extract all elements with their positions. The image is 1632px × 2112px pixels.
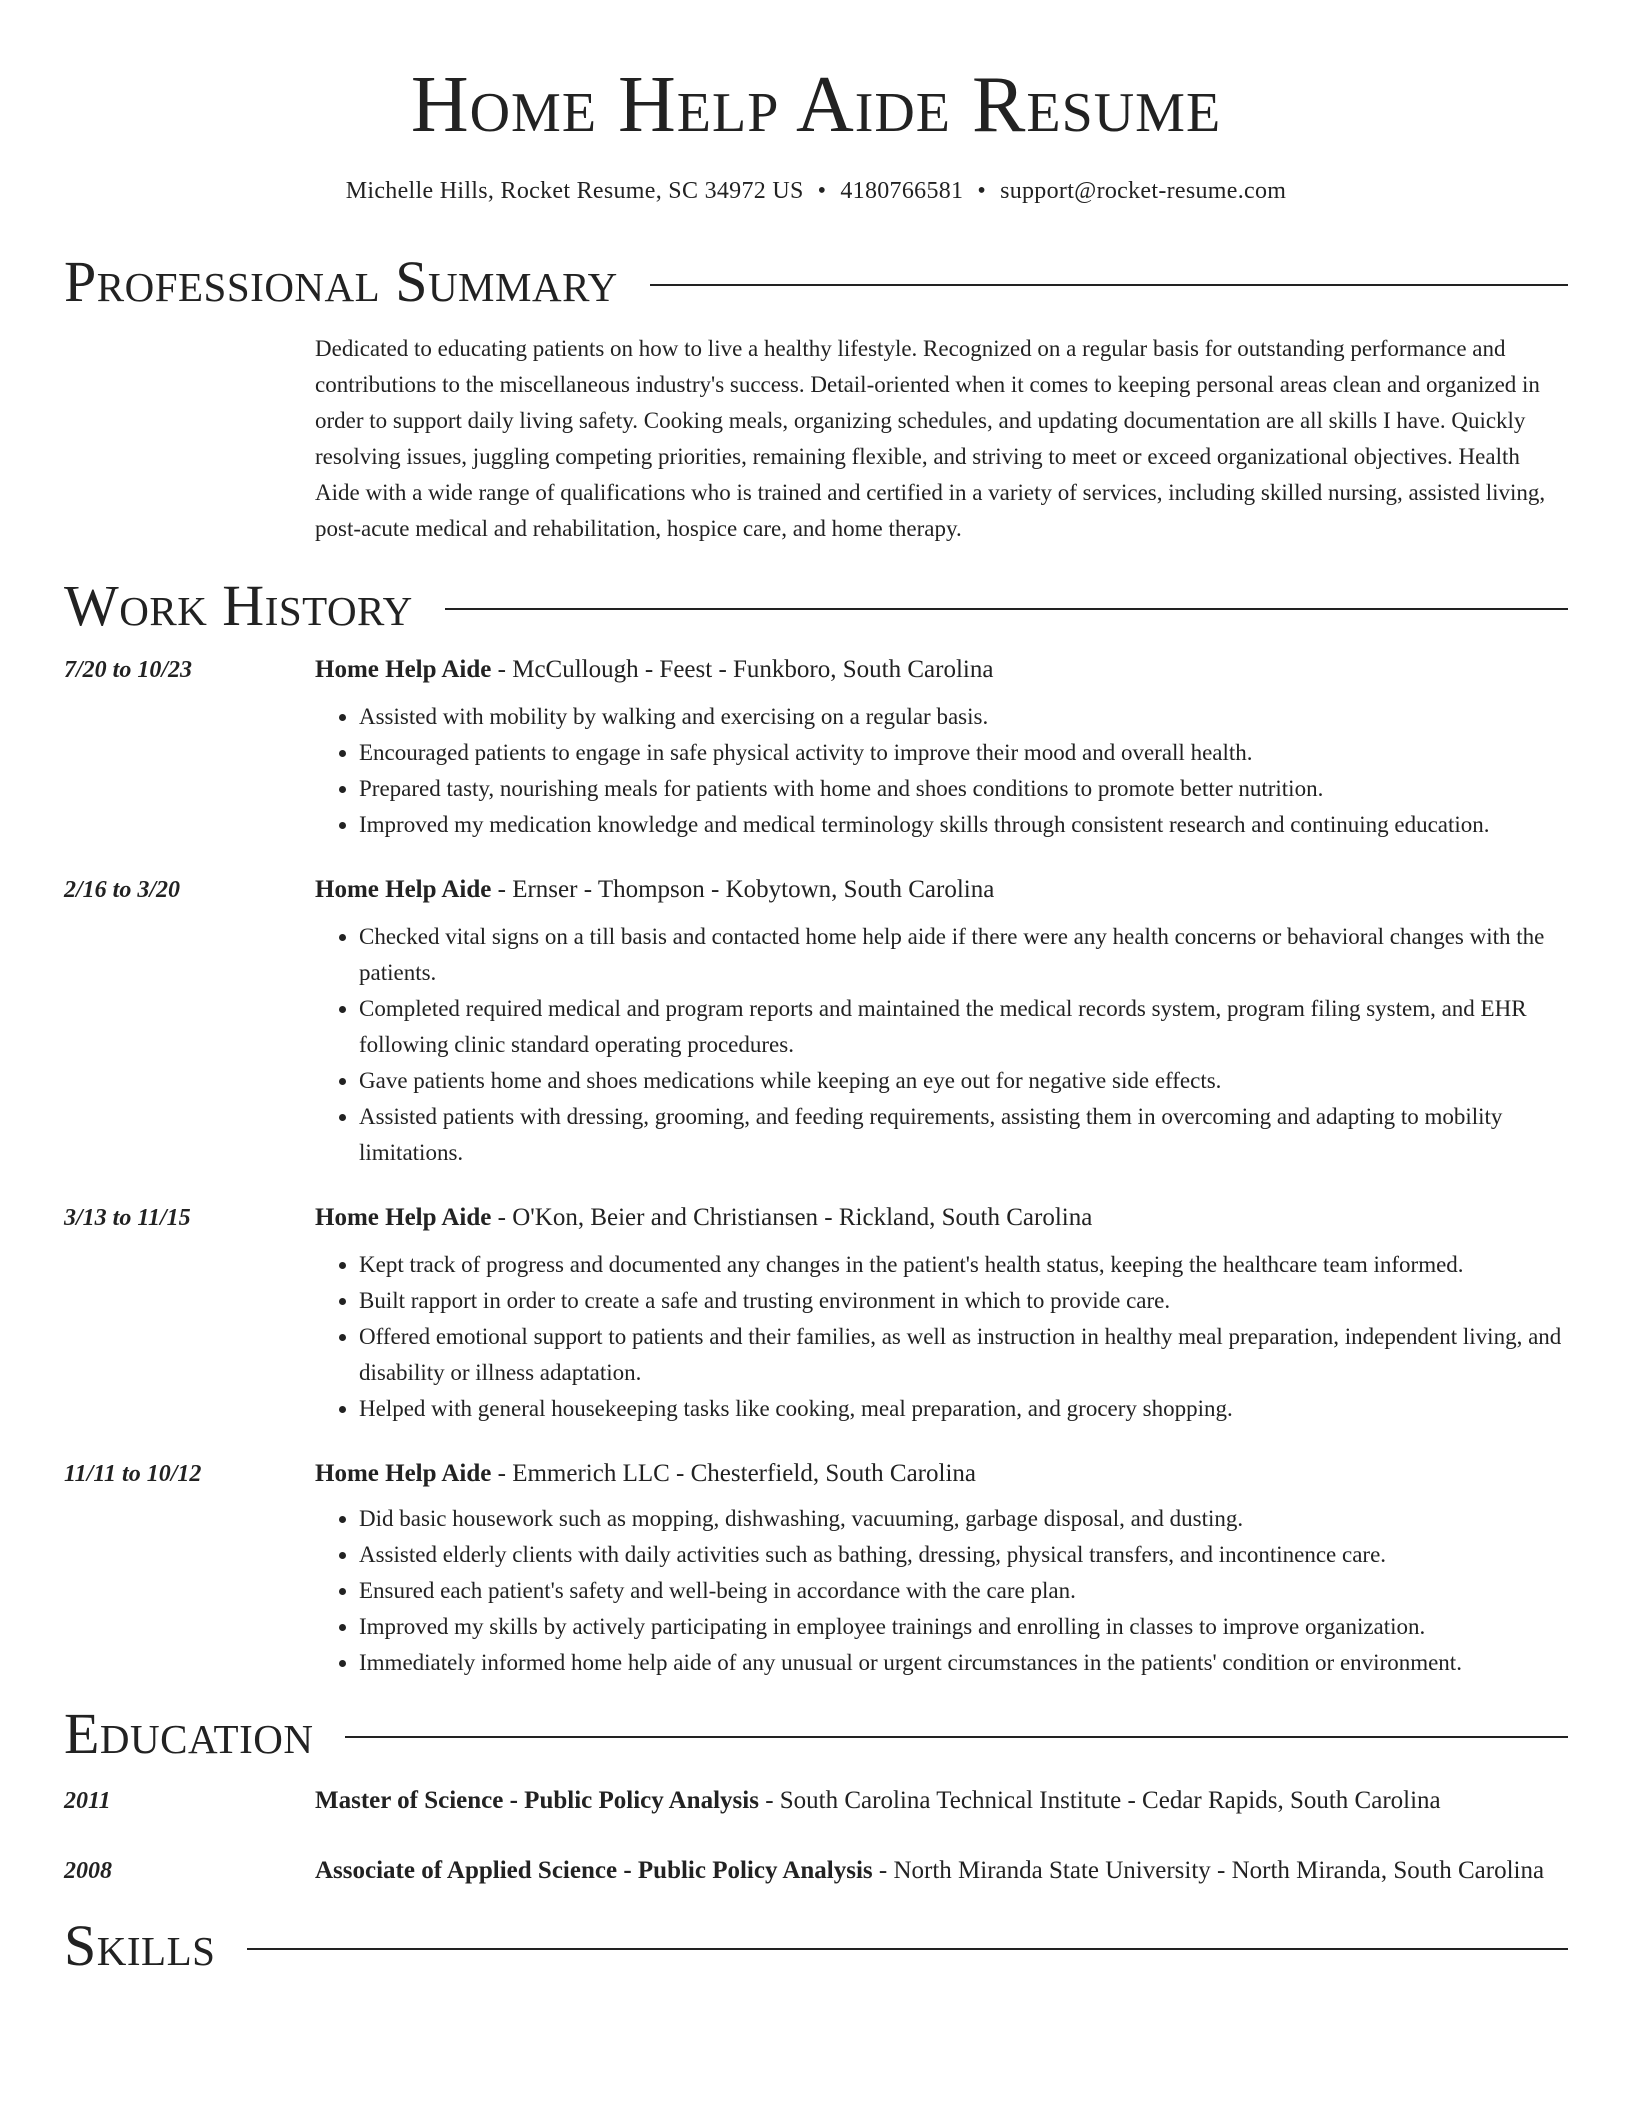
job-bullets (315, 1247, 1568, 1427)
summary-section-heading (64, 249, 1568, 314)
job-bullet: • Assisted patients with dressing, grooming, and feeding requirements, assisting them in overcoming and adapting to mobility limitations. (359, 1099, 1568, 1171)
job-details: - McCullough - Feest - Funkboro, South Carolina (491, 656, 994, 683)
skills-section-heading (64, 1913, 1568, 1978)
summary-left-spacer (64, 331, 315, 547)
job-header (315, 1459, 1568, 1489)
contact-separator: • (817, 178, 827, 204)
job-bullet: • Did basic housework such as mopping, dishwashing, vacuuming, garbage disposal, and dusting. (359, 1501, 1568, 1537)
job-dates: 11/11 to 10/12 (64, 1461, 202, 1487)
education-entry (64, 1781, 1568, 1821)
job-dates: 7/20 to 10/23 (64, 657, 193, 683)
job-bullet: • Immediately informed home help aide of any unusual or urgent circumstances in the patients' condition or environment. (359, 1645, 1568, 1681)
job-bullets (315, 919, 1568, 1171)
summary-text: Dedicated to educating patients on how to live a healthy lifestyle. Recognized on a regular basis for outstanding performance and contributions to the miscellaneous industry's success. Detail-oriented when it comes to keeping personal areas clean and organized in order to support daily living safety. Cooking meals, organizing schedules, and updating documentation are all skills I have. Quickly resolving issues, juggling competing priorities, remaining flexible, and striving to meet or exceed organizational objectives. Health Aide with a wide range of qualifications who is trained and certified in a variety of services, including skilled nursing, assisted living, post-acute medical and rehabilitation, hospice care, and home therapy. (315, 336, 1546, 541)
job-title: Home Help Aide (315, 656, 492, 683)
job-bullet: • Gave patients home and shoes medications while keeping an eye out for negative side effects. (359, 1063, 1568, 1099)
job-dates: 3/13 to 11/15 (64, 1205, 191, 1231)
skills-heading: Skills (64, 1913, 216, 1978)
job-bullets (315, 699, 1568, 843)
work-section-heading (64, 573, 1568, 638)
education-school: - South Carolina Technical Institute - Cedar Rapids, South Carolina (758, 1787, 1441, 1814)
education-heading: Education (64, 1701, 314, 1766)
job-entry (64, 1459, 1568, 1681)
education-details-line (315, 1781, 1568, 1821)
job-title: Home Help Aide (315, 1204, 492, 1231)
job-header (315, 875, 1568, 905)
section-divider (650, 284, 1568, 286)
job-bullet: • Checked vital signs on a till basis and contacted home help aide if there were any health concerns or behavioral changes with the patients. (359, 919, 1568, 991)
job-bullet: • Encouraged patients to engage in safe physical activity to improve their mood and overall health. (359, 735, 1568, 771)
job-bullet: • Improved my skills by actively participating in employee trainings and enrolling in classes to improve organization. (359, 1609, 1568, 1645)
education-degree: Associate of Applied Science - Public Policy Analysis (315, 1857, 873, 1884)
education-year: 2008 (64, 1858, 112, 1884)
contact-phone: 4180766581 (840, 178, 964, 204)
job-bullet: • Improved my medication knowledge and medical terminology skills through consistent research and continuing education. (359, 807, 1568, 843)
job-bullet: • Helped with general housekeeping tasks like cooking, meal preparation, and grocery shopping. (359, 1391, 1568, 1427)
education-year: 2011 (64, 1788, 111, 1814)
job-bullet: • Offered emotional support to patients and their families, as well as instruction in healthy meal preparation, independent living, and disability or illness adaptation. (359, 1319, 1568, 1391)
education-entry (64, 1851, 1568, 1891)
job-bullet: • Ensured each patient's safety and well-being in accordance with the care plan. (359, 1573, 1568, 1609)
work-heading: Work History (64, 573, 413, 638)
job-bullet: • Kept track of progress and documented any changes in the patient's health status, keeping the healthcare team informed. (359, 1247, 1568, 1283)
job-entry (64, 1203, 1568, 1427)
education-details-line (315, 1851, 1568, 1891)
job-details: - Ernser - Thompson - Kobytown, South Carolina (491, 876, 995, 903)
job-dates: 2/16 to 3/20 (64, 877, 181, 903)
summary-row (64, 331, 1568, 547)
contact-address: Michelle Hills, Rocket Resume, SC 34972 US (345, 178, 804, 204)
education-school: - North Miranda State University - North Miranda, South Carolina (872, 1857, 1545, 1884)
section-divider (445, 608, 1568, 610)
job-title: Home Help Aide (315, 1460, 492, 1487)
job-details: - O'Kon, Beier and Christiansen - Rickland, South Carolina (491, 1204, 1093, 1231)
section-divider (345, 1736, 1568, 1738)
resume-title: Home Help Aide Resume (410, 61, 1222, 149)
job-bullet: • Prepared tasty, nourishing meals for patients with home and shoes conditions to promote better nutrition. (359, 771, 1568, 807)
contact-line (64, 178, 1568, 205)
job-entry (64, 875, 1568, 1171)
job-header (315, 1203, 1568, 1233)
job-bullets (315, 1501, 1568, 1681)
job-bullet: • Completed required medical and program reports and maintained the medical records system, program filing system, and EHR following clinic standard operating procedures. (359, 991, 1568, 1063)
contact-email[interactable]: support@rocket-resume.com (1000, 178, 1287, 204)
contact-separator: • (977, 178, 987, 204)
job-title: Home Help Aide (315, 876, 492, 903)
job-entry (64, 655, 1568, 843)
job-bullet: • Assisted with mobility by walking and exercising on a regular basis. (359, 699, 1568, 735)
section-divider (247, 1948, 1568, 1950)
summary-heading: Professional Summary (64, 249, 618, 314)
education-section-heading (64, 1701, 1568, 1766)
resume-page (64, 0, 1568, 2112)
education-degree: Master of Science - Public Policy Analysis (315, 1787, 759, 1814)
job-details: - Emmerich LLC - Chesterfield, South Carolina (491, 1460, 976, 1487)
job-bullet: • Assisted elderly clients with daily activities such as bathing, dressing, physical transfers, and incontinence care. (359, 1537, 1568, 1573)
job-header (315, 655, 1568, 685)
job-bullet: • Built rapport in order to create a safe and trusting environment in which to provide care. (359, 1283, 1568, 1319)
